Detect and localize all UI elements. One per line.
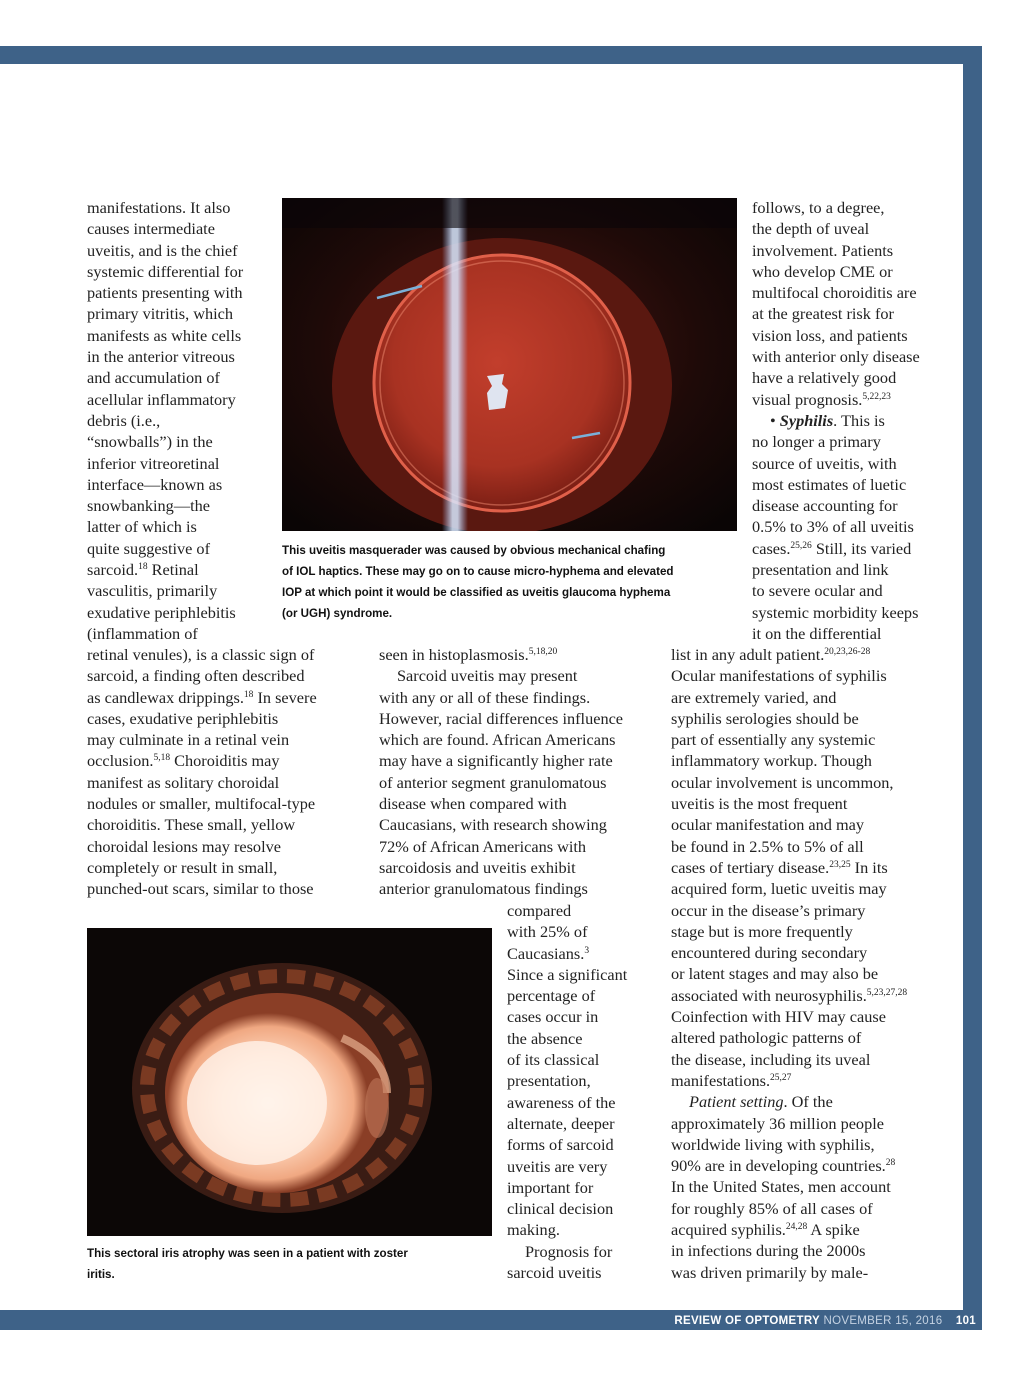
body-line — [752, 389, 920, 410]
body-line: systemic differential for — [87, 261, 244, 281]
body-line — [671, 644, 907, 665]
body-line: important for — [507, 1177, 594, 1197]
body-text: acquired syphilis. — [671, 1220, 786, 1240]
iol-haptics-photo — [282, 198, 737, 531]
body-line: source of uveitis, with — [752, 453, 897, 473]
body-text: associated with neurosyphilis. — [671, 985, 867, 1005]
body-line: manifests as white cells — [87, 325, 242, 345]
body-line: causes intermediate — [87, 219, 215, 239]
body-line: for roughly 85% of all cases of — [671, 1198, 873, 1218]
body-line: may culminate in a retinal vein — [87, 730, 290, 750]
body-line: encountered during secondary — [671, 943, 868, 963]
body-line: involvement. Patients — [752, 240, 894, 260]
body-line: vision loss, and patients — [752, 325, 908, 345]
citation-ref: 25,27 — [770, 1072, 792, 1083]
body-line: quite suggestive of — [87, 538, 210, 558]
issue-date: NOVEMBER 15, 2016 — [823, 1315, 943, 1327]
body-line — [87, 687, 317, 708]
page-footer — [674, 1313, 976, 1329]
body-line: it on the differential — [752, 623, 882, 643]
body-text: seen in histoplasmosis. — [379, 645, 529, 664]
body-line: acellular inflammatory — [87, 389, 236, 409]
body-text: list in any adult patient. — [671, 645, 825, 664]
body-line: who develop CME or — [752, 261, 893, 281]
body-line: the disease, including its uveal — [671, 1049, 871, 1069]
body-line: sarcoid uveitis — [507, 1263, 602, 1283]
column-1-lower — [87, 644, 317, 900]
body-line — [752, 538, 920, 559]
body-line: uveitis, and is the chief — [87, 240, 238, 260]
body-line: (inflammation of — [87, 623, 198, 643]
body-line: punched-out scars, similar to those — [87, 879, 314, 899]
body-line: be found in 2.5% to 5% of all — [671, 836, 864, 856]
body-line: multifocal choroiditis are — [752, 283, 917, 303]
body-line: inferior vitreoretinal — [87, 453, 220, 473]
column-2-lower — [507, 900, 627, 1283]
body-line: 0.5% to 3% of all uveitis — [752, 517, 914, 537]
caption-line: iritis. — [87, 1268, 115, 1281]
citation-ref: 5,18 — [153, 753, 171, 764]
body-line: approximately 36 million people — [671, 1113, 884, 1133]
body-line: Caucasians, with research showing — [379, 815, 607, 835]
body-line: percentage of — [507, 986, 596, 1006]
body-line: and accumulation of — [87, 368, 220, 388]
body-line: systemic morbidity keeps — [752, 602, 919, 622]
body-line: ocular manifestation and may — [671, 815, 865, 835]
body-text: Caucasians. — [507, 943, 585, 963]
body-text: manifestations. — [671, 1070, 771, 1090]
body-line — [379, 644, 623, 665]
caption-line: IOP at which point it would be classified as uveitis glaucoma hyphema — [282, 586, 671, 599]
body-line: to severe ocular and — [752, 581, 883, 601]
body-line: Sarcoid uveitis may present — [397, 666, 578, 686]
body-line: making. — [507, 1220, 560, 1240]
body-line: part of essentially any systemic — [671, 730, 876, 750]
body-text: . This is — [833, 410, 885, 430]
page-number: 101 — [955, 1315, 976, 1327]
subhead-syphilis: Syphilis — [779, 410, 834, 430]
body-line: cases, exudative periphlebitis — [87, 708, 279, 728]
page-frame-right — [963, 46, 982, 1314]
body-line — [671, 985, 907, 1006]
column-1-upper — [87, 197, 243, 644]
body-line: debris (i.e., — [87, 410, 161, 430]
body-line: completely or result in small, — [87, 857, 278, 877]
body-line: manifestations. It also — [87, 198, 231, 217]
body-text: A spike — [807, 1220, 860, 1240]
body-line: vasculitis, primarily — [87, 581, 218, 601]
citation-ref: 3 — [584, 945, 590, 956]
body-line: disease accounting for — [752, 496, 898, 516]
body-text: Choroiditis may — [170, 751, 280, 771]
body-line: “snowballs”) in the — [87, 432, 213, 452]
body-line: However, racial differences influence — [379, 708, 624, 728]
body-text: In severe — [253, 687, 317, 707]
body-line: cases occur in — [507, 1007, 599, 1027]
body-line: snowbanking—the — [87, 496, 210, 516]
citation-ref: 28 — [885, 1158, 896, 1169]
body-line: are extremely varied, and — [671, 687, 837, 707]
body-line: presentation, — [507, 1071, 591, 1091]
body-line: or latent stages and may also be — [671, 964, 879, 984]
body-line: altered pathologic patterns of — [671, 1028, 862, 1048]
body-line — [671, 857, 907, 878]
body-line: in the anterior vitreous — [87, 347, 235, 367]
caption-line: This uveitis masquerader was caused by obvious mechanical chafing — [282, 544, 666, 557]
bullet: • — [770, 410, 780, 430]
magazine-name: REVIEW OF OPTOMETRY — [674, 1315, 821, 1327]
body-line: was driven primarily by male- — [671, 1262, 869, 1282]
body-line: uveitis is the most frequent — [671, 794, 848, 814]
page-frame-top — [0, 46, 982, 64]
body-line: alternate, deeper — [507, 1113, 615, 1133]
body-text: sarcoid. — [87, 560, 139, 580]
body-text: Still, its varied — [811, 538, 912, 558]
body-line: no longer a primary — [752, 432, 881, 452]
body-line: with anterior only disease — [752, 347, 920, 367]
column-2-upper — [379, 644, 623, 900]
body-line — [507, 943, 627, 964]
caption-line: of IOL haptics. These may go on to cause micro-hyphema and elevated — [282, 565, 674, 578]
body-text: cases of tertiary disease. — [671, 857, 830, 877]
body-line: acquired form, luetic uveitis may — [671, 879, 887, 899]
body-text: as candlewax drippings. — [87, 687, 244, 707]
body-line: compared — [507, 901, 572, 920]
body-text: Retinal — [147, 560, 199, 580]
body-line: sarcoid, a finding often described — [87, 666, 305, 686]
body-line: at the greatest risk for — [752, 304, 894, 324]
body-line: choroiditis. These small, yellow — [87, 815, 296, 835]
citation-ref: 18 — [243, 689, 254, 700]
body-line — [87, 750, 317, 771]
body-line: stage but is more frequently — [671, 921, 853, 941]
body-line: which are found. African Americans — [379, 730, 616, 750]
iris-atrophy-photo — [87, 928, 492, 1236]
body-line: latter of which is — [87, 517, 197, 537]
body-line: with any or all of these findings. — [379, 687, 591, 707]
body-text: visual prognosis. — [752, 389, 863, 409]
body-line — [752, 410, 920, 431]
body-line: of its classical — [507, 1050, 600, 1070]
bottom-figure-caption — [87, 1243, 408, 1285]
body-line: Prognosis for — [525, 1241, 613, 1261]
body-line: interface—known as — [87, 474, 223, 494]
body-line: ocular involvement is uncommon, — [671, 772, 894, 792]
body-line: retinal venules), is a classic sign of — [87, 645, 315, 664]
body-text: . Of the — [783, 1092, 833, 1112]
body-line: the absence — [507, 1028, 583, 1048]
body-line: have a relatively good — [752, 368, 897, 388]
body-line: Since a significant — [507, 964, 628, 984]
caption-line: (or UGH) syndrome. — [282, 607, 393, 620]
column-3-upper — [752, 197, 920, 644]
body-line — [671, 1070, 907, 1091]
body-line: manifest as solitary choroidal — [87, 772, 280, 792]
body-line: in infections during the 2000s — [671, 1241, 866, 1261]
body-line — [671, 1219, 907, 1240]
body-line — [87, 559, 243, 580]
body-line: awareness of the — [507, 1092, 616, 1112]
body-line: nodules or smaller, multifocal-type — [87, 794, 316, 814]
body-line: may have a significantly higher rate — [379, 751, 613, 771]
body-line: clinical decision — [507, 1199, 614, 1219]
body-line: primary vitritis, which — [87, 304, 234, 324]
citation-ref: 20,23,26-28 — [824, 647, 871, 657]
column-3-lower — [671, 644, 907, 1283]
body-text: cases. — [752, 538, 791, 558]
body-line: most estimates of luetic — [752, 474, 907, 494]
body-line: occur in the disease’s primary — [671, 900, 866, 920]
body-text: occlusion. — [87, 751, 154, 771]
body-line: syphilis serologies should be — [671, 708, 859, 728]
body-line: with 25% of — [507, 922, 588, 942]
top-figure-caption — [282, 540, 674, 624]
body-line: choroidal lesions may resolve — [87, 836, 281, 856]
iris-atrophy-illustration — [87, 928, 492, 1236]
body-line: exudative periphlebitis — [87, 602, 236, 622]
citation-ref: 24,28 — [785, 1222, 808, 1233]
body-line — [671, 1091, 907, 1112]
body-line: inflammatory workup. Though — [671, 751, 872, 771]
body-line: sarcoidosis and uveitis exhibit — [379, 857, 576, 877]
body-line: forms of sarcoid — [507, 1135, 614, 1155]
body-line: 72% of African Americans with — [379, 836, 587, 856]
body-text: 90% are in developing countries. — [671, 1156, 886, 1176]
citation-ref: 25,26 — [790, 540, 812, 551]
body-line: presentation and link — [752, 560, 889, 580]
body-line: In the United States, men account — [671, 1177, 891, 1197]
body-line: patients presenting with — [87, 283, 243, 303]
body-line: the depth of uveal — [752, 219, 870, 239]
body-line: Coinfection with HIV may cause — [671, 1007, 886, 1027]
body-text: In its — [850, 857, 888, 877]
citation-ref: 23,25 — [829, 859, 851, 870]
subhead-patient-setting: Patient setting — [689, 1092, 784, 1112]
body-line: worldwide living with syphilis, — [671, 1134, 875, 1154]
citation-ref: 5,22,23 — [862, 391, 891, 402]
body-line: of anterior segment granulomatous — [379, 772, 607, 792]
caption-line: This sectoral iris atrophy was seen in a patient with zoster — [87, 1247, 408, 1260]
citation-ref: 5,23,27,28 — [866, 987, 908, 998]
iol-haptics-illustration — [282, 198, 737, 531]
citation-ref: 18 — [138, 562, 148, 573]
body-line: anterior granulomatous findings — [379, 879, 588, 899]
body-line — [671, 1155, 907, 1176]
body-line: Ocular manifestations of syphilis — [671, 666, 887, 686]
body-line: uveitis are very — [507, 1156, 608, 1176]
citation-ref: 5,18,20 — [528, 647, 558, 657]
body-line: follows, to a degree, — [752, 198, 885, 217]
body-line: disease when compared with — [379, 794, 567, 814]
